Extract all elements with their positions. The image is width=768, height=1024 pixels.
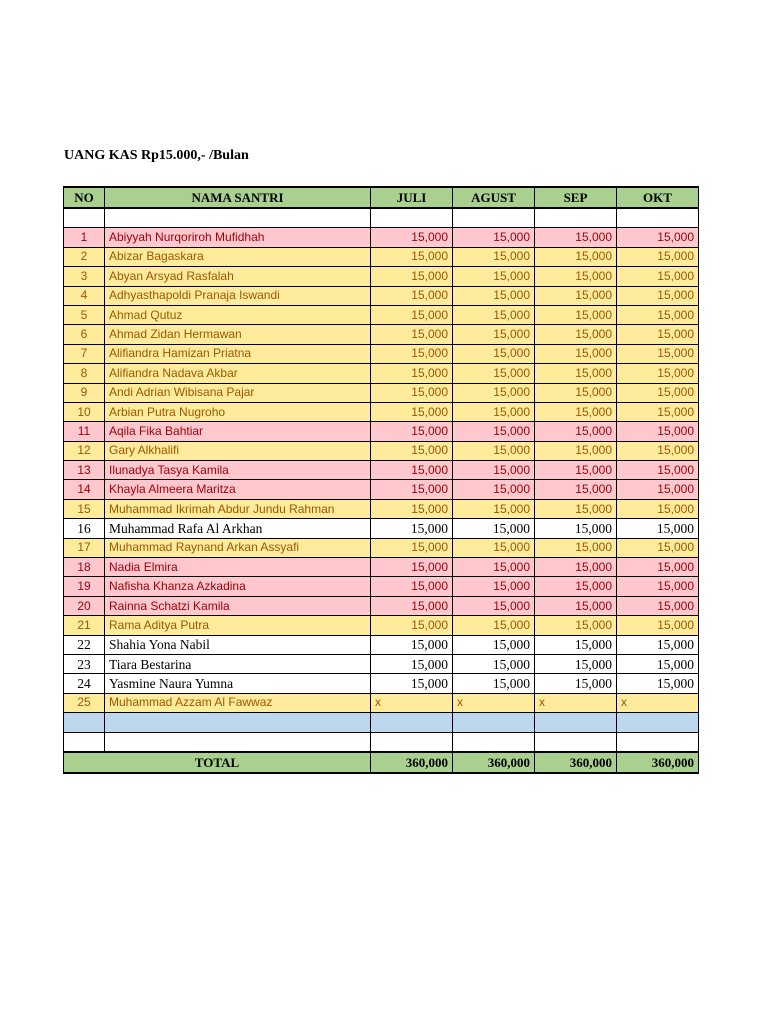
table-row bbox=[64, 364, 699, 383]
payment-agust[interactable]: 15,000 bbox=[453, 577, 535, 596]
payment-okt[interactable]: 15,000 bbox=[617, 383, 699, 402]
table-row bbox=[64, 344, 699, 363]
payment-juli[interactable]: 15,000 bbox=[371, 383, 453, 402]
table-body bbox=[64, 208, 699, 773]
table-row bbox=[64, 538, 699, 557]
payment-sep[interactable]: 15,000 bbox=[535, 596, 617, 615]
row-number[interactable]: 25 bbox=[64, 693, 105, 712]
payment-agust[interactable]: 15,000 bbox=[453, 596, 535, 615]
payment-sep[interactable]: 15,000 bbox=[535, 558, 617, 577]
payment-juli[interactable]: 15,000 bbox=[371, 499, 453, 518]
row-number[interactable]: 9 bbox=[64, 383, 105, 402]
row-number[interactable]: 10 bbox=[64, 402, 105, 421]
header-okt: OKT bbox=[617, 187, 699, 208]
empty-cell[interactable] bbox=[105, 713, 371, 732]
payment-agust[interactable]: 15,000 bbox=[453, 364, 535, 383]
payment-sep[interactable]: 15,000 bbox=[535, 344, 617, 363]
payment-okt[interactable]: 15,000 bbox=[617, 480, 699, 499]
sheet-title: UANG KAS Rp15.000,- /Bulan bbox=[64, 148, 249, 163]
row-number[interactable]: 16 bbox=[64, 519, 105, 538]
student-name[interactable]: Arbian Putra Nugroho bbox=[105, 402, 371, 421]
payment-sep[interactable]: 15,000 bbox=[535, 441, 617, 460]
payment-juli[interactable]: 15,000 bbox=[371, 286, 453, 305]
payment-sep[interactable]: x bbox=[535, 693, 617, 712]
payment-juli[interactable]: 15,000 bbox=[371, 480, 453, 499]
payment-agust[interactable]: 15,000 bbox=[453, 402, 535, 421]
payment-agust[interactable]: 15,000 bbox=[453, 344, 535, 363]
payment-sep[interactable]: 15,000 bbox=[535, 325, 617, 344]
row-number[interactable]: 22 bbox=[64, 635, 105, 654]
payment-sep[interactable]: 15,000 bbox=[535, 519, 617, 538]
empty-cell[interactable] bbox=[617, 732, 699, 752]
payment-sep[interactable]: 15,000 bbox=[535, 305, 617, 324]
payment-okt[interactable]: 15,000 bbox=[617, 461, 699, 480]
payment-okt[interactable]: 15,000 bbox=[617, 499, 699, 518]
table-row bbox=[64, 616, 699, 635]
payment-agust[interactable]: 15,000 bbox=[453, 383, 535, 402]
table-row bbox=[64, 247, 699, 266]
empty-row bbox=[64, 732, 699, 752]
payment-agust[interactable]: 15,000 bbox=[453, 635, 535, 654]
payment-okt[interactable]: 15,000 bbox=[617, 596, 699, 615]
payment-sep[interactable]: 15,000 bbox=[535, 480, 617, 499]
total-row bbox=[64, 752, 699, 773]
payment-juli[interactable]: 15,000 bbox=[371, 616, 453, 635]
row-number[interactable]: 1 bbox=[64, 228, 105, 247]
row-number[interactable]: 5 bbox=[64, 305, 105, 324]
blue-empty-row bbox=[64, 713, 699, 732]
student-name[interactable]: Alifiandra Hamizan Priatna bbox=[105, 344, 371, 363]
row-number[interactable]: 21 bbox=[64, 616, 105, 635]
student-name[interactable]: Andi Adrian Wibisana Pajar bbox=[105, 383, 371, 402]
empty-cell[interactable] bbox=[453, 732, 535, 752]
payment-agust[interactable]: 15,000 bbox=[453, 538, 535, 557]
student-name[interactable]: Yasmine Naura Yumna bbox=[105, 674, 371, 693]
student-name[interactable]: Abyan Arsyad Rasfalah bbox=[105, 267, 371, 286]
payment-juli[interactable]: 15,000 bbox=[371, 344, 453, 363]
student-name[interactable]: Muhammad Rafa Al Arkhan bbox=[105, 519, 371, 538]
row-number[interactable]: 20 bbox=[64, 596, 105, 615]
payment-sep[interactable]: 15,000 bbox=[535, 422, 617, 441]
payment-okt[interactable]: 15,000 bbox=[617, 247, 699, 266]
payment-juli[interactable]: x bbox=[371, 693, 453, 712]
payment-okt[interactable]: 15,000 bbox=[617, 538, 699, 557]
table-row bbox=[64, 654, 699, 673]
empty-cell[interactable] bbox=[535, 208, 617, 228]
student-name[interactable]: Muhammad Raynand Arkan Assyafi bbox=[105, 538, 371, 557]
student-name[interactable]: Aqila Fika Bahtiar bbox=[105, 422, 371, 441]
payment-agust[interactable]: x bbox=[453, 693, 535, 712]
student-name[interactable]: Nafisha Khanza Azkadina bbox=[105, 577, 371, 596]
payment-okt[interactable]: 15,000 bbox=[617, 635, 699, 654]
header-agust: AGUST bbox=[453, 187, 535, 208]
table-row bbox=[64, 267, 699, 286]
empty-cell[interactable] bbox=[64, 208, 105, 228]
empty-cell[interactable] bbox=[105, 208, 371, 228]
student-name[interactable]: Alifiandra Nadava Akbar bbox=[105, 364, 371, 383]
table-row bbox=[64, 480, 699, 499]
row-number[interactable]: 6 bbox=[64, 325, 105, 344]
empty-cell[interactable] bbox=[64, 732, 105, 752]
payment-agust[interactable]: 15,000 bbox=[453, 480, 535, 499]
empty-cell[interactable] bbox=[617, 713, 699, 732]
row-number[interactable]: 23 bbox=[64, 654, 105, 673]
payment-sep[interactable]: 15,000 bbox=[535, 635, 617, 654]
payment-agust[interactable]: 15,000 bbox=[453, 325, 535, 344]
payment-okt[interactable]: 15,000 bbox=[617, 228, 699, 247]
payment-sep[interactable]: 15,000 bbox=[535, 538, 617, 557]
student-name[interactable]: Shahia Yona Nabil bbox=[105, 635, 371, 654]
student-name[interactable]: Khayla Almeera Maritza bbox=[105, 480, 371, 499]
student-name[interactable]: Nadia Elmira bbox=[105, 558, 371, 577]
payment-okt[interactable]: 15,000 bbox=[617, 441, 699, 460]
student-name[interactable]: Muhammad Ikrimah Abdur Jundu Rahman bbox=[105, 499, 371, 518]
student-name[interactable]: Rainna Schatzi Kamila bbox=[105, 596, 371, 615]
student-name[interactable]: Abiyyah Nurqoriroh Mufidhah bbox=[105, 228, 371, 247]
payment-sep[interactable]: 15,000 bbox=[535, 461, 617, 480]
row-number[interactable]: 8 bbox=[64, 364, 105, 383]
payment-sep[interactable]: 15,000 bbox=[535, 616, 617, 635]
row-number[interactable]: 15 bbox=[64, 499, 105, 518]
payment-agust[interactable]: 15,000 bbox=[453, 674, 535, 693]
table-row bbox=[64, 422, 699, 441]
empty-cell[interactable] bbox=[105, 732, 371, 752]
empty-cell[interactable] bbox=[371, 732, 453, 752]
payment-juli[interactable]: 15,000 bbox=[371, 228, 453, 247]
row-number[interactable]: 18 bbox=[64, 558, 105, 577]
payment-sep[interactable]: 15,000 bbox=[535, 364, 617, 383]
payment-agust[interactable]: 15,000 bbox=[453, 654, 535, 673]
payment-juli[interactable]: 15,000 bbox=[371, 577, 453, 596]
student-name[interactable]: Tiara Bestarina bbox=[105, 654, 371, 673]
empty-cell[interactable] bbox=[453, 713, 535, 732]
row-number[interactable]: 2 bbox=[64, 247, 105, 266]
payment-sep[interactable]: 15,000 bbox=[535, 499, 617, 518]
row-number[interactable]: 3 bbox=[64, 267, 105, 286]
payment-agust[interactable]: 15,000 bbox=[453, 228, 535, 247]
payment-okt[interactable]: x bbox=[617, 693, 699, 712]
total-juli[interactable]: 360,000 bbox=[371, 752, 453, 773]
payment-sep[interactable]: 15,000 bbox=[535, 402, 617, 421]
header-row bbox=[64, 187, 699, 208]
table-row bbox=[64, 596, 699, 615]
payment-juli[interactable]: 15,000 bbox=[371, 267, 453, 286]
row-number[interactable]: 7 bbox=[64, 344, 105, 363]
payment-juli[interactable]: 15,000 bbox=[371, 538, 453, 557]
empty-cell[interactable] bbox=[371, 208, 453, 228]
table-row bbox=[64, 305, 699, 324]
row-number[interactable]: 17 bbox=[64, 538, 105, 557]
payment-juli[interactable]: 15,000 bbox=[371, 674, 453, 693]
empty-cell[interactable] bbox=[535, 713, 617, 732]
payment-sep[interactable]: 15,000 bbox=[535, 383, 617, 402]
table-row bbox=[64, 519, 699, 538]
table-row bbox=[64, 461, 699, 480]
payment-okt[interactable]: 15,000 bbox=[617, 305, 699, 324]
table-row bbox=[64, 383, 699, 402]
payment-juli[interactable]: 15,000 bbox=[371, 441, 453, 460]
payment-juli[interactable]: 15,000 bbox=[371, 519, 453, 538]
total-sep[interactable]: 360,000 bbox=[535, 752, 617, 773]
payment-juli[interactable]: 15,000 bbox=[371, 247, 453, 266]
payment-juli[interactable]: 15,000 bbox=[371, 364, 453, 383]
student-name[interactable]: Ilunadya Tasya Kamila bbox=[105, 461, 371, 480]
payment-okt[interactable]: 15,000 bbox=[617, 267, 699, 286]
table-row bbox=[64, 325, 699, 344]
header-juli: JULI bbox=[371, 187, 453, 208]
payment-juli[interactable]: 15,000 bbox=[371, 654, 453, 673]
row-number[interactable]: 12 bbox=[64, 441, 105, 460]
payment-okt[interactable]: 15,000 bbox=[617, 519, 699, 538]
table-row bbox=[64, 441, 699, 460]
kas-table bbox=[63, 186, 699, 774]
payment-juli[interactable]: 15,000 bbox=[371, 422, 453, 441]
table-row bbox=[64, 499, 699, 518]
table-row bbox=[64, 577, 699, 596]
empty-cell[interactable] bbox=[371, 713, 453, 732]
student-name[interactable]: Abizar Bagaskara bbox=[105, 247, 371, 266]
table-row bbox=[64, 558, 699, 577]
payment-agust[interactable]: 15,000 bbox=[453, 519, 535, 538]
payment-okt[interactable]: 15,000 bbox=[617, 558, 699, 577]
payment-sep[interactable]: 15,000 bbox=[535, 674, 617, 693]
student-name[interactable]: Gary Alkhalifi bbox=[105, 441, 371, 460]
payment-agust[interactable]: 15,000 bbox=[453, 247, 535, 266]
payment-okt[interactable]: 15,000 bbox=[617, 674, 699, 693]
payment-juli[interactable]: 15,000 bbox=[371, 596, 453, 615]
empty-cell[interactable] bbox=[453, 208, 535, 228]
payment-agust[interactable]: 15,000 bbox=[453, 422, 535, 441]
payment-okt[interactable]: 15,000 bbox=[617, 325, 699, 344]
payment-agust[interactable]: 15,000 bbox=[453, 558, 535, 577]
table-row bbox=[64, 286, 699, 305]
empty-row bbox=[64, 208, 699, 228]
payment-juli[interactable]: 15,000 bbox=[371, 635, 453, 654]
empty-cell[interactable] bbox=[535, 732, 617, 752]
empty-cell[interactable] bbox=[617, 208, 699, 228]
student-name[interactable]: Muhammad Azzam Al Fawwaz bbox=[105, 693, 371, 712]
row-number[interactable]: 24 bbox=[64, 674, 105, 693]
row-number[interactable]: 4 bbox=[64, 286, 105, 305]
payment-agust[interactable]: 15,000 bbox=[453, 267, 535, 286]
row-number[interactable]: 14 bbox=[64, 480, 105, 499]
row-number[interactable]: 11 bbox=[64, 422, 105, 441]
payment-okt[interactable]: 15,000 bbox=[617, 402, 699, 421]
payment-sep[interactable]: 15,000 bbox=[535, 228, 617, 247]
payment-agust[interactable]: 15,000 bbox=[453, 305, 535, 324]
payment-agust[interactable]: 15,000 bbox=[453, 441, 535, 460]
payment-sep[interactable]: 15,000 bbox=[535, 654, 617, 673]
payment-juli[interactable]: 15,000 bbox=[371, 325, 453, 344]
table-row bbox=[64, 693, 699, 712]
payment-okt[interactable]: 15,000 bbox=[617, 654, 699, 673]
payment-okt[interactable]: 15,000 bbox=[617, 577, 699, 596]
payment-sep[interactable]: 15,000 bbox=[535, 247, 617, 266]
student-name[interactable]: Adhyasthapoldi Pranaja Iswandi bbox=[105, 286, 371, 305]
payment-okt[interactable]: 15,000 bbox=[617, 616, 699, 635]
total-agust[interactable]: 360,000 bbox=[453, 752, 535, 773]
student-name[interactable]: Ahmad Qutuz bbox=[105, 305, 371, 324]
payment-juli[interactable]: 15,000 bbox=[371, 558, 453, 577]
student-name[interactable]: Ahmad Zidan Hermawan bbox=[105, 325, 371, 344]
total-okt[interactable]: 360,000 bbox=[617, 752, 699, 773]
header-no: NO bbox=[64, 187, 105, 208]
payment-juli[interactable]: 15,000 bbox=[371, 305, 453, 324]
student-name[interactable]: Rama Aditya Putra bbox=[105, 616, 371, 635]
payment-sep[interactable]: 15,000 bbox=[535, 286, 617, 305]
table-row bbox=[64, 228, 699, 247]
payment-agust[interactable]: 15,000 bbox=[453, 616, 535, 635]
payment-juli[interactable]: 15,000 bbox=[371, 402, 453, 421]
empty-cell[interactable] bbox=[64, 713, 105, 732]
payment-okt[interactable]: 15,000 bbox=[617, 286, 699, 305]
row-number[interactable]: 13 bbox=[64, 461, 105, 480]
header-sep: SEP bbox=[535, 187, 617, 208]
payment-sep[interactable]: 15,000 bbox=[535, 577, 617, 596]
payment-agust[interactable]: 15,000 bbox=[453, 499, 535, 518]
payment-sep[interactable]: 15,000 bbox=[535, 267, 617, 286]
row-number[interactable]: 19 bbox=[64, 577, 105, 596]
payment-juli[interactable]: 15,000 bbox=[371, 461, 453, 480]
table-row bbox=[64, 635, 699, 654]
payment-okt[interactable]: 15,000 bbox=[617, 364, 699, 383]
payment-okt[interactable]: 15,000 bbox=[617, 422, 699, 441]
payment-agust[interactable]: 15,000 bbox=[453, 286, 535, 305]
table-row bbox=[64, 402, 699, 421]
table-row bbox=[64, 674, 699, 693]
header-nama-santri: NAMA SANTRI bbox=[105, 187, 371, 208]
payment-okt[interactable]: 15,000 bbox=[617, 344, 699, 363]
payment-agust[interactable]: 15,000 bbox=[453, 461, 535, 480]
total-label[interactable]: TOTAL bbox=[64, 752, 371, 773]
